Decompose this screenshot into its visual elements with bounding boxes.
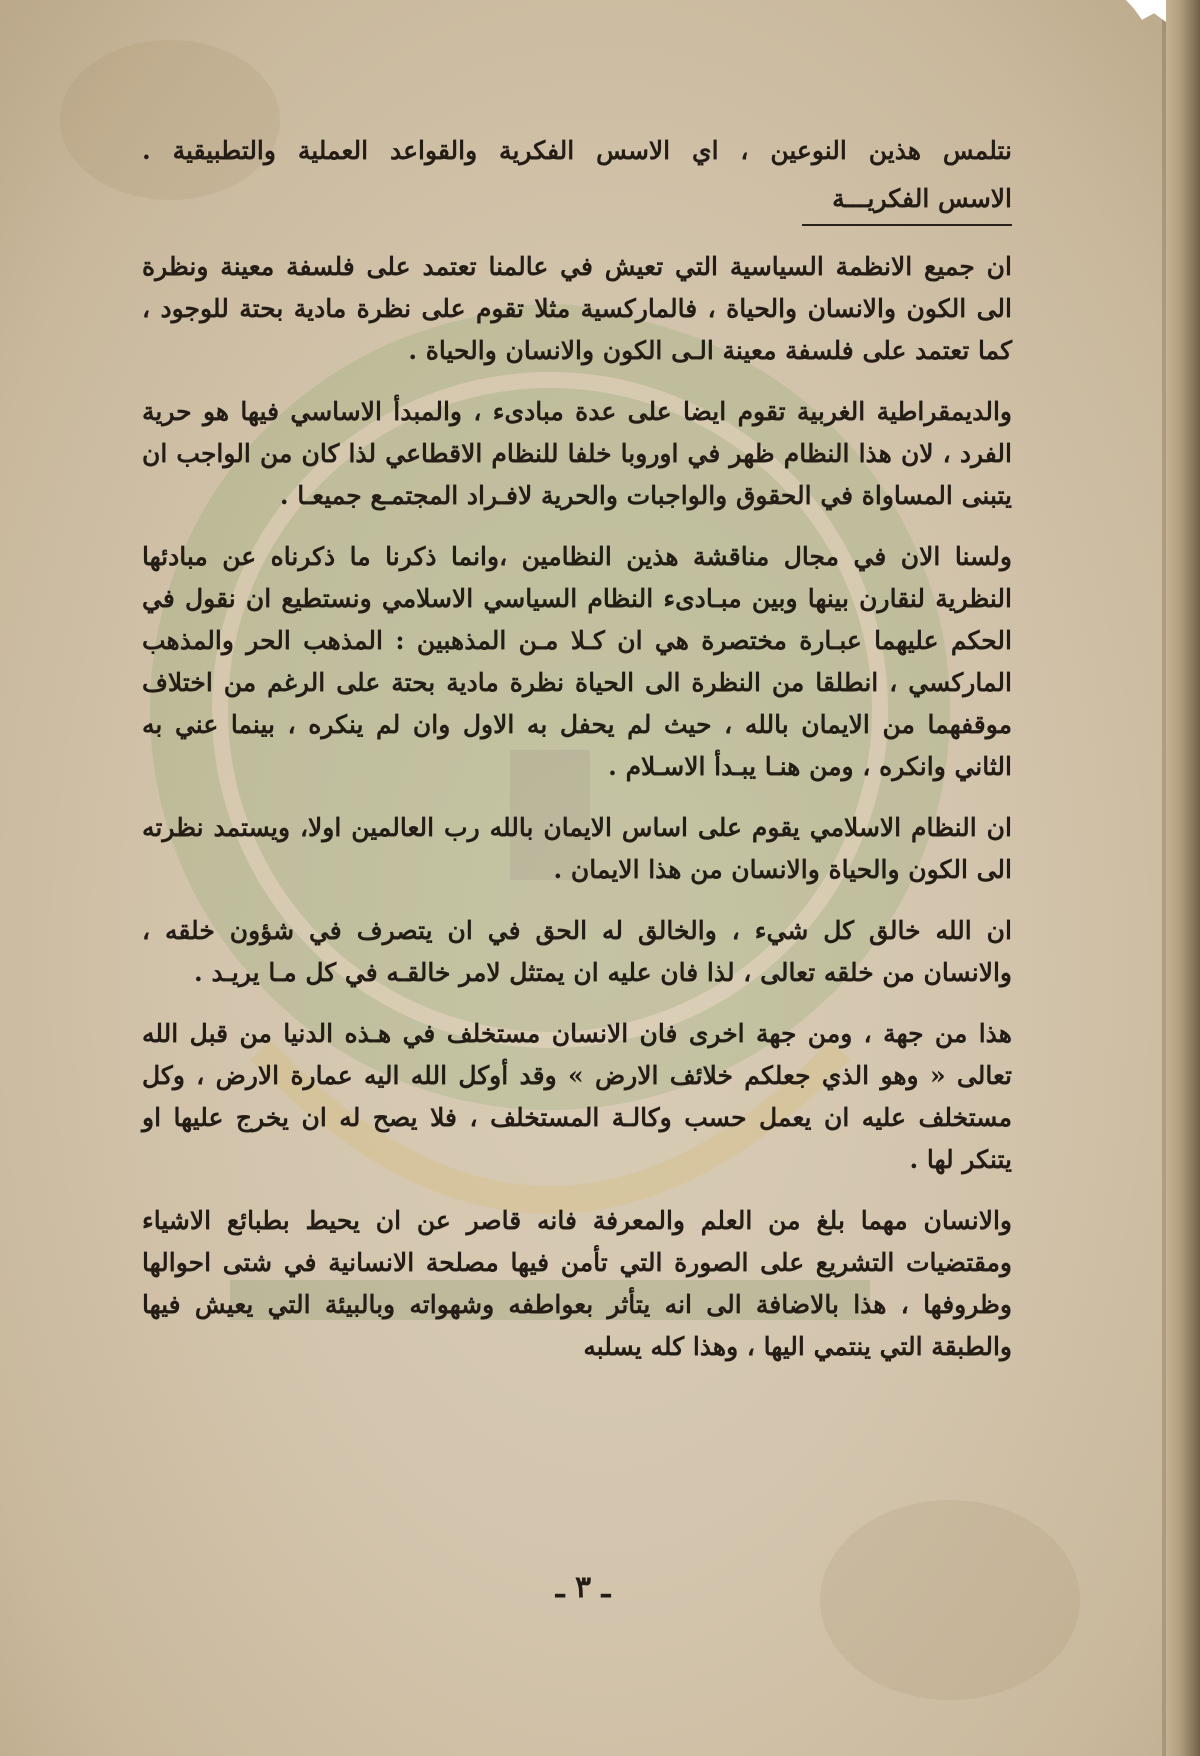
paragraph: ان الله خالق كل شيء ، والخالق له الحق في ان يتصرف في شؤون خلقه ، والانسان من خلقه تعالى ، لذا فان عليه ان يمتثل لامر خالقـه في كل مـا يريـد . (142, 916, 1012, 987)
page-edge-shadow (1162, 0, 1166, 1756)
paragraph-text: هذا من جهة ، ومن جهة اخرى فان الانسان مستخلف في هـذه الدنيا من قبل الله تعالى (142, 1019, 1012, 1090)
paragraph: والانسان مهما بلغ من العلم والمعرفة فانه قاصر عن ان يحيط بطبائع الاشياء ومقتضيات التشريع على الصورة التي تأمن فيها مصلحة الانسانية في شتى احوالها وظروفها ، هذا بالاضافة الى انه يتأثر بعواطفه وشهواته وبالبيئة التي يعيش فيها والطبقة التي ينتمي اليها ، وهذا كله يسلبه (142, 1206, 1012, 1361)
torn-corner (1126, 0, 1166, 22)
section-heading-underline (802, 178, 1012, 226)
body-text (142, 130, 1012, 1387)
section-heading: الاسس الفكريـــة (832, 184, 1012, 213)
quranic-quote: « وهو الذي جعلكم خلائف الارض » (568, 1061, 946, 1090)
paragraph: والديمقراطية الغربية تقوم ايضا على عدة مبادىء ، والمبدأ الاساسي فيها هو حرية الفرد ، لان هذا النظام ظهر في اوروبا خلفا للنظام الاقطاعي لذا كان من الواجب ان يتبنى المساواة في الحقوق والواجبات والحرية لافـراد المجتمـع جميعـا . (142, 397, 1012, 510)
paragraph: ان جميع الانظمة السياسية التي تعيش في عالمنا تعتمد على فلسفة معينة ونظرة الى الكون والانسان والحياة ، فالماركسية مثلا تقوم على نظرة مادية بحتة للوجود ، كما تعتمد على فلسفة معينة الـى الكون والانسان والحياة . (142, 252, 1012, 365)
intro-line: نتلمس هذين النوعين ، اي الاسس الفكرية والقواعد العملية والتطبيقية . (142, 136, 1012, 165)
book-binding-edge (1166, 0, 1200, 1756)
paragraph-text: وقد أوكل الله اليه عمارة الارض ، وكل مستخلف عليه ان يعمل حسب وكالـة المستخلف ، فلا يصح له ان يخرج عليها او يتنكر لها . (142, 1061, 1012, 1174)
paragraph: ان النظام الاسلامي يقوم على اساس الايمان بالله رب العالمين اولا، ويستمد نظرته الى الكون والحياة والانسان من هذا الايمان . (142, 813, 1012, 884)
paragraph: ولسنا الان في مجال مناقشة هذين النظامين ،وانما ذكرنا ما ذكرناه عن مبادئها النظرية لنقارن بينها وبين مبـادىء النظام السياسي الاسلامي ونستطيع ان نقول في الحكم عليهما عبـارة مختصرة هي ان كـلا مـن المذهبين : المذهب الحر والمذهب الماركسي ، انطلقا من النظرة الى الحياة نظرة مادية بحتة على الرغم من اختلاف موقفهما من الايمان بالله ، حيث لم يحفل به الاول وان لم ينكره ، بينما عني به الثاني وانكره ، ومن هنـا يبـدأ الاسـلام . (142, 542, 1012, 781)
page-number: ـ ٣ ـ (555, 1570, 611, 1605)
paragraph-with-quote (142, 1013, 1012, 1181)
